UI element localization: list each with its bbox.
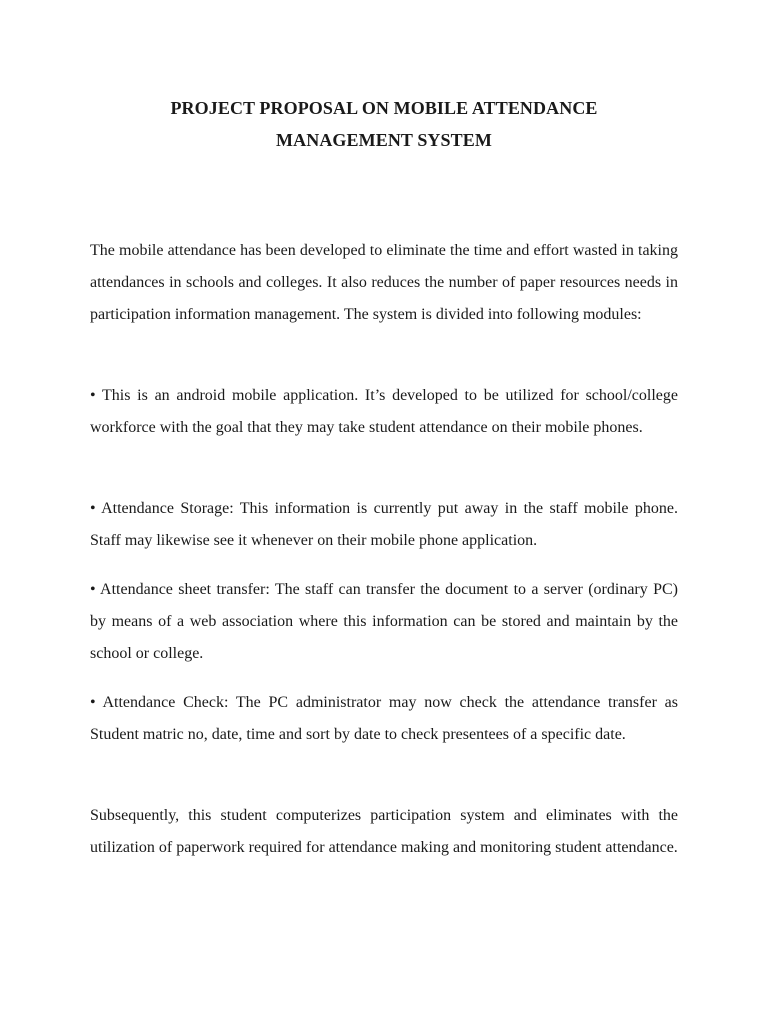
title-line-2: MANAGEMENT SYSTEM: [276, 130, 492, 150]
document-title: [90, 92, 678, 156]
title-line-1: PROJECT PROPOSAL ON MOBILE ATTENDANCE: [170, 98, 598, 118]
module-attendance-storage: • Attendance Storage: This information is currently put away in the staff mobile phone. Staff may likewise see it whenever on their mobile phone application.: [90, 500, 678, 549]
intro-paragraph: The mobile attendance has been developed to eliminate the time and effort wasted in taking attendances in schools and colleges. It also reduces the number of paper resources needs in participation information management. The system is divided into following modules:: [90, 242, 678, 323]
module-attendance-check: • Attendance Check: The PC administrator may now check the attendance transfer as Student matric no, date, time and sort by date to check presentees of a specific date.: [90, 694, 678, 743]
module-android-app: • This is an android mobile application. It’s developed to be utilized for school/college workforce with the goal that they may take student attendance on their mobile phones.: [90, 387, 678, 436]
conclusion-paragraph: Subsequently, this student computerizes participation system and eliminates with the utilization of paperwork required for attendance making and monitoring student attendance.: [90, 807, 678, 856]
module-sheet-transfer: • Attendance sheet transfer: The staff can transfer the document to a server (ordinary PC) by means of a web association where this information can be stored and maintain by the school or college.: [90, 581, 678, 662]
